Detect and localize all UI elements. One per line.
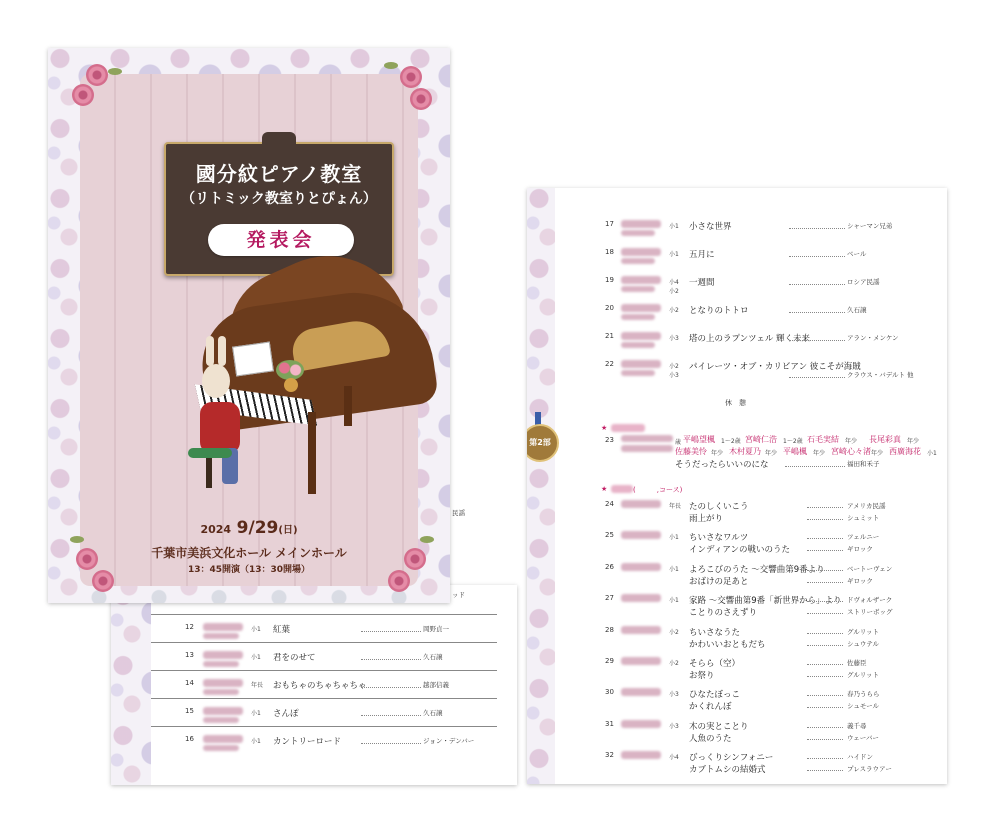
rose-decoration (410, 88, 432, 110)
piece-title: 小さな世界 (689, 222, 732, 232)
performer-name-blurred (621, 594, 661, 602)
ensemble-member-name: 宮崎心々渚 (831, 447, 871, 456)
performer-grade: 小2 (669, 363, 679, 370)
bunny-ear (206, 336, 214, 366)
performer-name-blurred (203, 717, 239, 723)
composer-name: アラン・メンケン (847, 334, 899, 342)
leaf-decoration (108, 68, 122, 75)
composer-name: 久石譲 (847, 306, 867, 314)
event-venue: 千葉市美浜文化ホール メインホール (151, 546, 347, 560)
performer-grade: 年長 (251, 682, 264, 689)
sign-hanger (262, 132, 296, 144)
row-divider (151, 670, 497, 671)
row-number: 30 (605, 688, 614, 697)
performer-name-blurred (621, 626, 661, 634)
leaf-decoration (384, 62, 398, 69)
performer-name-blurred (621, 563, 661, 571)
stool-leg (206, 458, 212, 488)
rose-decoration (72, 84, 94, 106)
bunny-ear (218, 336, 226, 366)
ensemble-member-name: 木村夏乃 (729, 447, 761, 456)
row-number: 17 (605, 220, 614, 228)
piano-leg (308, 412, 316, 494)
performer-name-blurred (621, 248, 661, 256)
bunny-head (202, 364, 230, 398)
piece-title: そらら（空） (689, 659, 741, 669)
composer-name: ベートーヴェン (847, 564, 893, 573)
leader-dots (789, 284, 845, 285)
leader-dots (807, 770, 843, 771)
leader-dots (807, 550, 843, 551)
composer-name: シャーマン兄弟 (847, 222, 893, 230)
piece-title: カブトムシの結婚式 (689, 765, 766, 776)
leaf-decoration (70, 536, 84, 543)
event-time: 13：45開演（13：30開場） (187, 565, 311, 575)
leader-dots (807, 538, 843, 539)
leader-dots (361, 687, 421, 688)
ensemble-member-grade: 年少 (813, 450, 826, 457)
composer-name: グルリット (847, 627, 880, 636)
composer-name: プレスラウアー (847, 765, 892, 774)
leader-dots (807, 664, 843, 665)
performer-name-blurred (621, 276, 661, 284)
ensemble-member-grade: 年少 (871, 450, 884, 457)
row-number: 18 (605, 248, 614, 256)
ensemble-member-name: 宮崎仁浩 (745, 435, 777, 444)
leader-dots (361, 659, 421, 660)
row-number: 13 (185, 651, 194, 659)
ensemble-member-grade: 1〜2歳 (721, 438, 741, 445)
composer-name: ロシア民謡 (847, 278, 880, 286)
performer-grade: 歳 (675, 439, 682, 446)
performer-name-blurred (621, 258, 655, 264)
piece-title: 君をのせて (273, 653, 316, 663)
rose-decoration (400, 66, 422, 88)
performer-name-blurred (621, 332, 661, 340)
performer-name-blurred (621, 445, 673, 452)
performer-grade: 小1 (251, 654, 261, 661)
composer-name: 義千尋 (847, 721, 867, 730)
ensemble-member-name: 平嶋楓 (783, 447, 807, 456)
leader-dots (789, 340, 845, 341)
rose-decoration (86, 64, 108, 86)
composer-name: アメリカ民謡 (847, 502, 886, 510)
performer-name-blurred (621, 435, 673, 442)
section-star: ★ (601, 485, 608, 493)
performer-name-blurred (621, 286, 655, 292)
row-number: 22 (605, 360, 614, 368)
piece-title: パイレーツ・オブ・カリビアン 彼こそが海賊 (689, 362, 861, 372)
leader-dots (807, 739, 843, 740)
composer-name: ツェルニー (847, 533, 880, 542)
piece-title: 雨上がり (689, 514, 724, 524)
performer-grade: 小1 (251, 710, 261, 717)
cover-page (48, 48, 450, 603)
leader-dots (807, 507, 843, 508)
performer-grade: 小1 (669, 534, 679, 542)
performer-name-blurred (203, 735, 243, 743)
row-divider (151, 726, 497, 727)
row-divider (151, 698, 497, 699)
ensemble-member-name: 西廣海花 (889, 447, 921, 456)
performer-grade: 小1 (251, 626, 261, 633)
row-number: 25 (605, 531, 614, 540)
performer-grade: 小1 (251, 738, 261, 745)
performer-name-blurred (621, 314, 655, 320)
rose-decoration (92, 570, 114, 592)
piece-title: ちいさなうた (689, 627, 741, 638)
ensemble-member-grade: 年少 (765, 450, 778, 457)
piece-title: たのしくいこう (689, 502, 749, 512)
composer-name: クラウス・バデルト 他 (847, 371, 914, 379)
row-number: 21 (605, 332, 614, 340)
performer-name-blurred (621, 360, 661, 368)
leader-dots (807, 570, 843, 571)
intermission-label: 休 憩 (725, 399, 746, 407)
performer-grade: 小2 (669, 660, 679, 667)
wood-panel (80, 74, 418, 586)
row-number: 26 (605, 562, 614, 571)
section-title-blurred (611, 424, 645, 432)
row-number: 24 (605, 500, 614, 508)
performer-grade: 小4 (669, 754, 679, 762)
performer-name-blurred (621, 304, 661, 312)
piece-title: 紅葉 (273, 625, 291, 635)
ensemble-member-grade: 年少 (845, 438, 858, 445)
floral-border (527, 188, 555, 784)
ensemble-member-grade: 年少 (711, 450, 724, 457)
leader-dots (789, 377, 845, 378)
performer-name-blurred (203, 661, 239, 667)
leader-dots (807, 519, 843, 520)
piece-title: カントリーロード (273, 737, 342, 747)
row-number: 31 (605, 719, 614, 728)
leader-dots (807, 727, 843, 728)
composer-name: 岡野貞一 (423, 625, 449, 633)
leader-dots (807, 582, 843, 583)
piece-title: インディアンの戦いのうた (689, 545, 790, 556)
piece-title: 木の実とことり (689, 721, 749, 732)
school-subtitle: （リトミック教室りとぴょん） (181, 191, 377, 207)
piece-title: そうだったらいいのにな (675, 460, 769, 470)
row-divider (151, 642, 497, 643)
ensemble-member-name: 佐藤美怜 (675, 447, 707, 456)
row-number: 16 (185, 735, 194, 743)
piece-title: ひなたぼっこ (689, 690, 741, 701)
composer-name: グルリット (847, 671, 880, 679)
performer-name-blurred (621, 342, 655, 348)
performer-grade: 小3 (669, 335, 679, 342)
composer-name: ベール (847, 250, 867, 258)
row-number: 32 (605, 751, 614, 760)
ensemble-member-grade: 小1 (927, 450, 937, 457)
flower-vase (284, 378, 298, 392)
row-number: 14 (185, 679, 194, 687)
composer-name: ドヴォルザーク (847, 596, 893, 605)
floral-border (111, 585, 151, 785)
leader-dots (807, 601, 843, 602)
event-day: 9/29 (236, 518, 279, 538)
leader-dots (789, 228, 845, 229)
performer-grade: 小3 (669, 691, 679, 699)
piece-title: おばけの足あと (689, 576, 749, 587)
composer-name: ウェーバー (847, 733, 879, 742)
leader-dots (807, 695, 843, 696)
composer-name: 久石譲 (423, 709, 443, 717)
section-star: ★ (601, 424, 608, 432)
piece-title: となりのトトロ (689, 306, 749, 316)
leader-dots (361, 631, 421, 632)
event-weekday: (日) (278, 525, 298, 536)
performer-name-blurred (621, 531, 661, 539)
ensemble-member-name: 平嶋望楓 (683, 435, 715, 444)
school-title: 國分紋ピアノ教室 (195, 162, 363, 186)
row-number: 23 (605, 436, 614, 444)
rose-decoration (388, 570, 410, 592)
piece-title: びっくりシンフォニー (689, 753, 774, 764)
performer-grade: 小2 (669, 307, 679, 314)
composer-name: ハイドン (847, 753, 873, 762)
piece-title: 一週間 (689, 278, 715, 288)
ensemble-member-name: 石毛実結 (807, 435, 839, 444)
composer-name: シュモール (847, 702, 879, 711)
piece-title: お祭り (689, 671, 715, 681)
performer-grade: 小4 (669, 279, 679, 286)
leader-dots (807, 676, 843, 677)
leader-dots (807, 707, 843, 708)
leader-dots (807, 613, 843, 614)
row-number: 20 (605, 304, 614, 312)
performer-grade: 小1 (669, 251, 679, 258)
performer-grade: 小2 (669, 628, 679, 636)
composer-name: シュウテル (847, 639, 880, 648)
piano-leg (344, 386, 352, 426)
piece-title: ちいさなワルツ (689, 533, 749, 544)
performer-grade: 小2 (669, 288, 679, 295)
performer-name-blurred (621, 751, 661, 759)
performer-grade: 小3 (669, 372, 679, 379)
performer-grade: 小1 (669, 223, 679, 230)
performer-grade: 小1 (669, 565, 679, 573)
leader-dots (789, 256, 845, 257)
sheet-music (232, 342, 274, 377)
row-number: 12 (185, 623, 194, 631)
flower-bouquet (276, 360, 304, 380)
composer-name: シュミット (847, 514, 880, 522)
piece-title: 五月に (689, 250, 715, 260)
composer-name: 越部信義 (423, 681, 449, 689)
performer-name-blurred (621, 500, 661, 508)
performer-name-blurred (621, 657, 661, 665)
performer-name-blurred (203, 633, 239, 639)
piece-title: ことりのさえずり (689, 608, 758, 619)
row-divider (151, 614, 497, 615)
composer-name: ジョン・デンバー (423, 737, 475, 745)
composer-name: 久石譲 (423, 653, 443, 661)
composer-name: 春乃うらら (847, 690, 880, 699)
piece-title: 人魚のうた (689, 733, 732, 744)
leader-dots (789, 312, 845, 313)
performer-name-blurred (203, 745, 239, 751)
row-number: 15 (185, 707, 194, 715)
composer-name: ギロック (847, 576, 873, 585)
piece-title: かわいいおともだち (689, 639, 766, 650)
title-sign (164, 142, 394, 276)
composer-name: ギロック (847, 545, 873, 554)
leader-dots (361, 743, 421, 744)
ensemble-member-grade: 年少 (907, 438, 920, 445)
row-number: 29 (605, 657, 614, 665)
leader-dots (807, 758, 843, 759)
performer-grade: 小1 (669, 597, 679, 605)
composer-name: 佐藤臣 (847, 659, 867, 667)
composer-name: ストリーボッグ (847, 608, 893, 617)
ensemble-member-grade: 1〜2歳 (783, 438, 803, 445)
peek-text: ッド (452, 591, 465, 599)
rose-decoration (76, 548, 98, 570)
performer-name-blurred (203, 689, 239, 695)
leader-dots (361, 715, 421, 716)
recital-ribbon: 発表会 (208, 224, 354, 256)
performer-name-blurred (621, 370, 655, 376)
leader-dots (785, 466, 845, 467)
composer-name: 福田和禾子 (847, 460, 880, 468)
performer-name-blurred (621, 688, 661, 696)
ensemble-member-name: 長尾彩真 (869, 435, 901, 444)
section-course-label: ( ,コース) (633, 486, 683, 494)
performer-name-blurred (203, 651, 243, 659)
event-date (80, 518, 418, 538)
program-page-left (111, 585, 517, 785)
piano-stool (188, 448, 232, 458)
event-year: 2024 (200, 523, 232, 536)
performer-grade: 小3 (669, 722, 679, 730)
leader-dots (807, 645, 843, 646)
row-number: 28 (605, 625, 614, 634)
performer-name-blurred (621, 230, 655, 236)
performer-name-blurred (203, 707, 243, 715)
piece-title: 家路 〜交響曲第9番「新世界から」より (689, 596, 842, 607)
piece-title: 塔の上のラプンツェル 輝く未来 (689, 334, 811, 344)
row-number: 27 (605, 594, 614, 603)
program-page-right (527, 188, 947, 784)
peek-text: 民謡 (452, 509, 465, 517)
piece-title: かくれんぼ (689, 702, 732, 713)
performer-name-blurred (203, 623, 243, 631)
leader-dots (807, 633, 843, 634)
piece-title: さんぽ (273, 709, 299, 719)
performer-name-blurred (621, 220, 661, 228)
row-number: 19 (605, 276, 614, 284)
leaf-decoration (420, 536, 434, 543)
piece-title: よろこびのうた 〜交響曲第9番より (689, 564, 825, 575)
performer-name-blurred (621, 720, 661, 728)
part-badge: 第2部 (527, 424, 559, 462)
section-title-blurred (611, 485, 633, 493)
performer-grade: 年長 (669, 503, 682, 510)
bunny-sweater (200, 402, 240, 454)
piece-title: おもちゃのちゃちゃちゃ (273, 681, 367, 691)
rose-decoration (404, 548, 426, 570)
performer-name-blurred (203, 679, 243, 687)
